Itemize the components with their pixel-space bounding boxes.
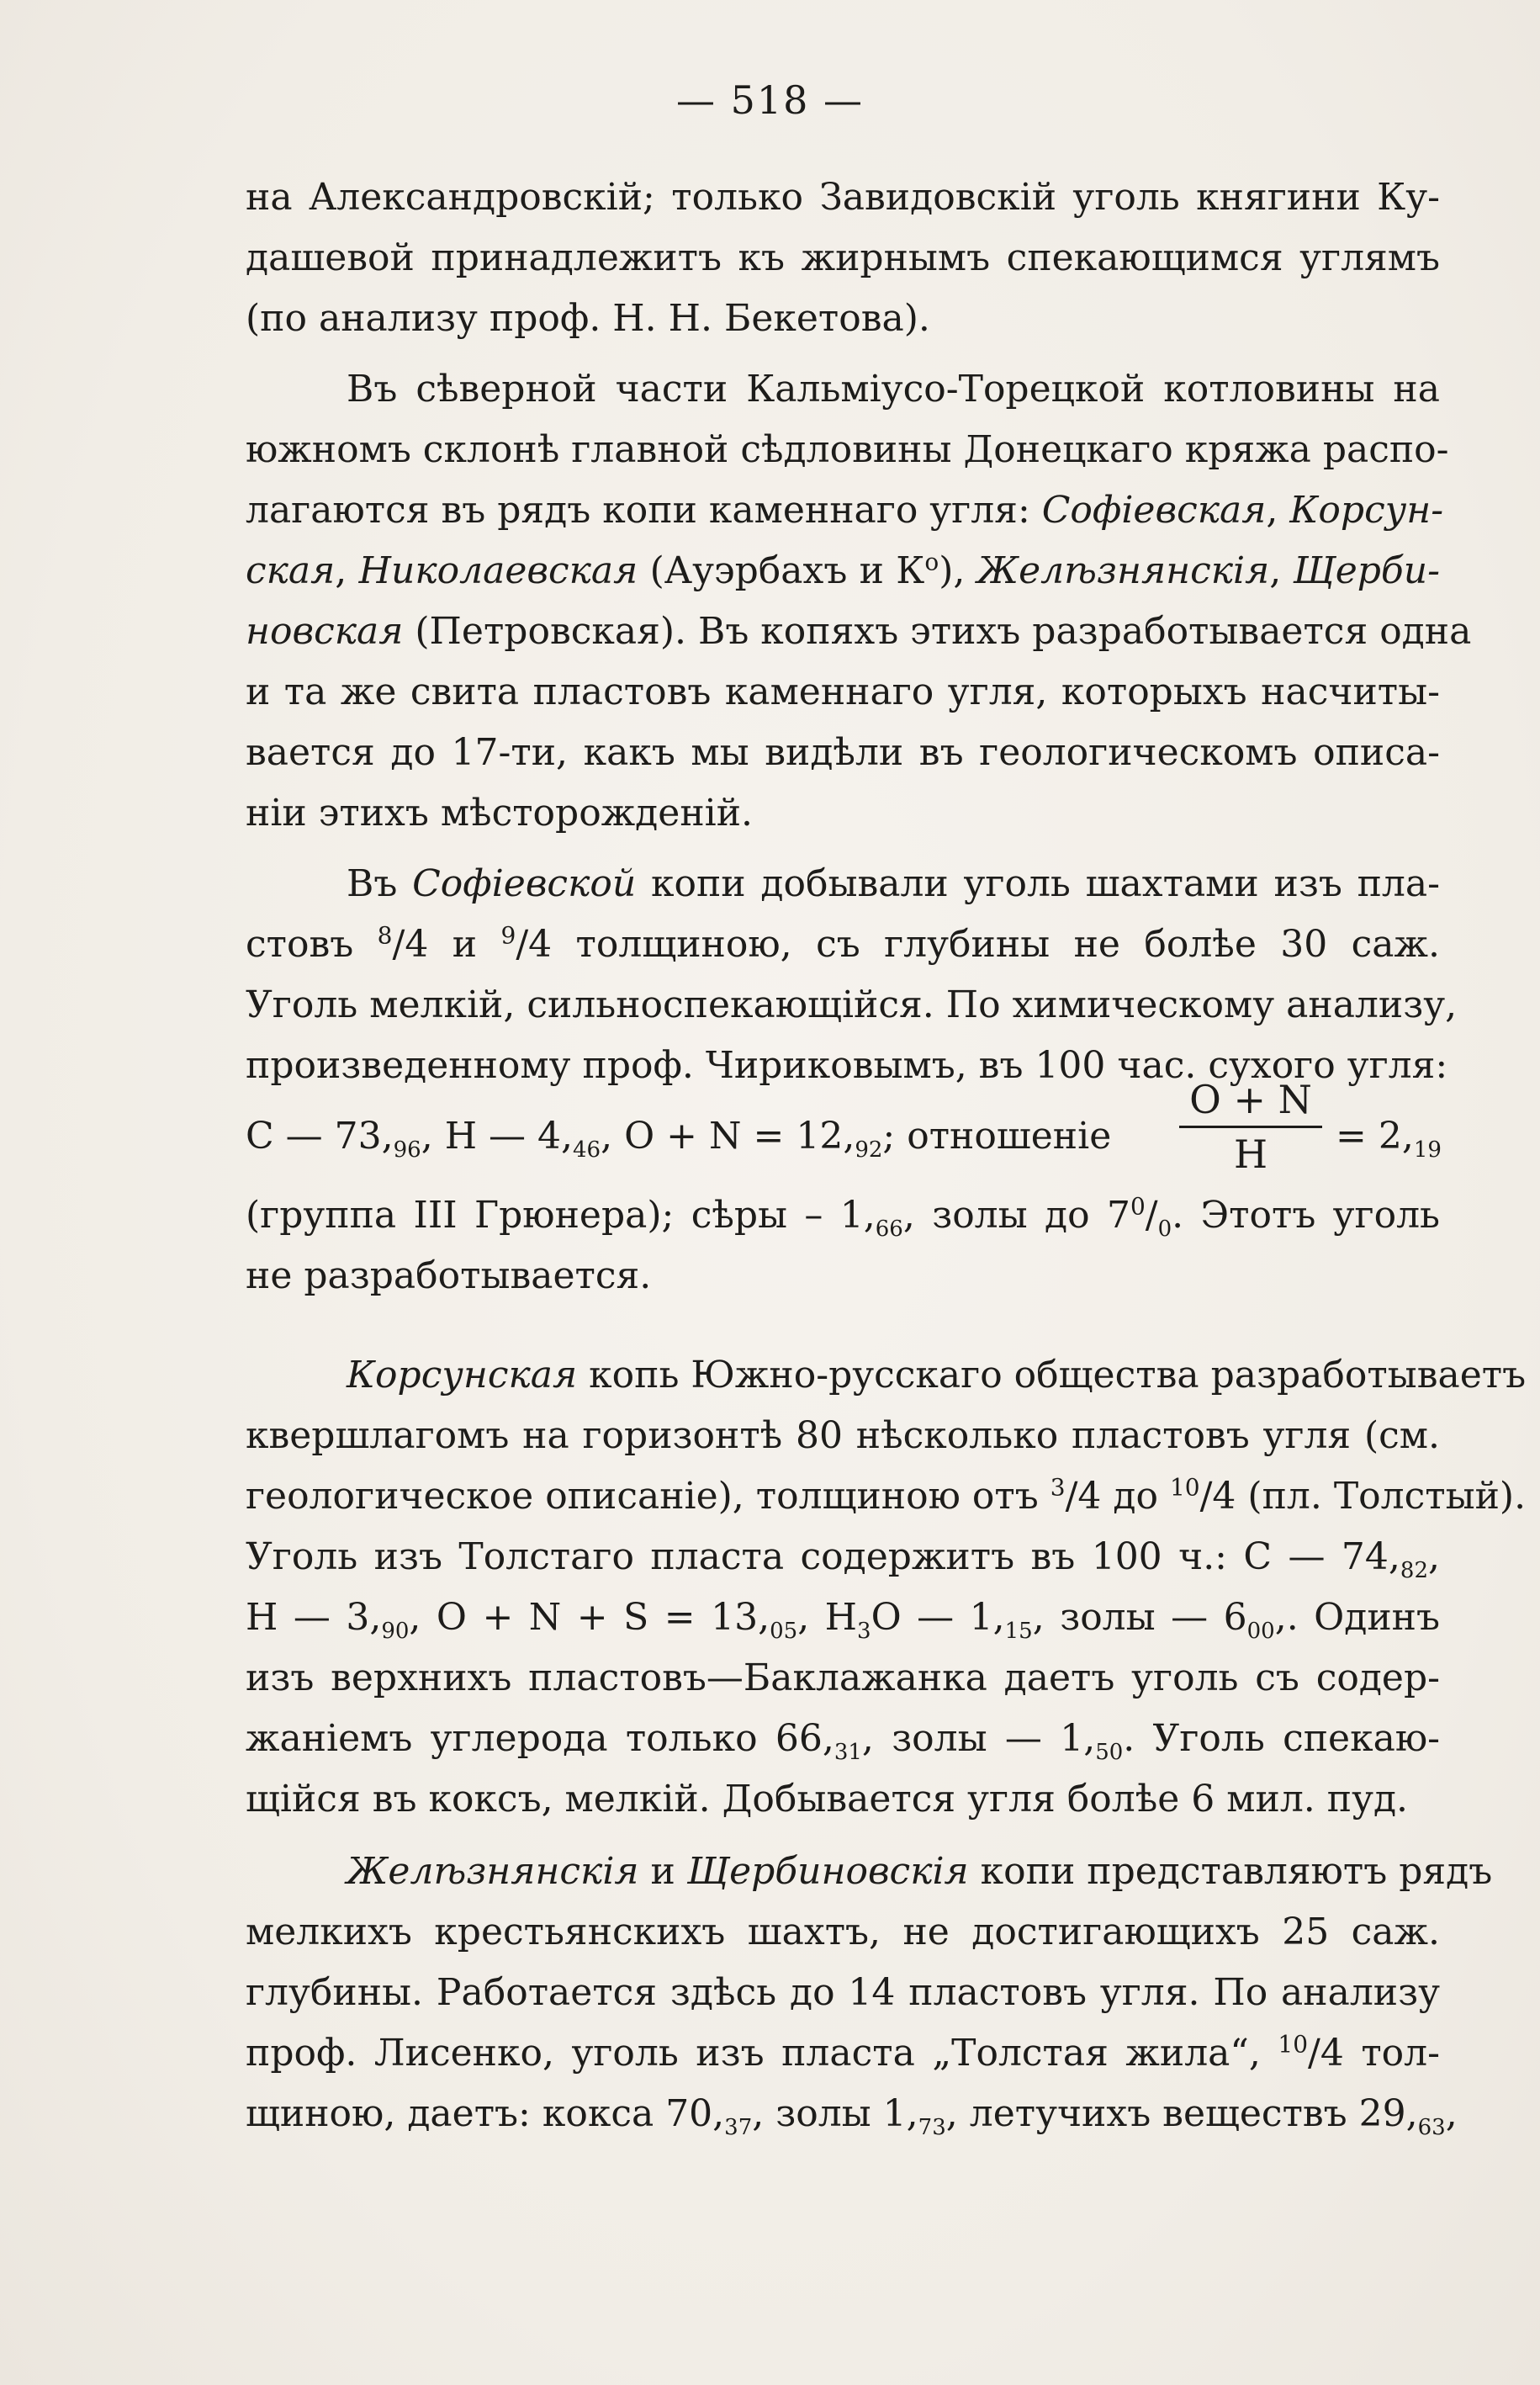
text-line: (по анализу проф. Н. Н. Бекетова). [246,297,930,340]
text-line: Уголь мелкій, сильноспекающійся. По химическому анализу, [246,983,1458,1026]
text-line: Корсунская копь Южно-русскаго общества разработываетъ [347,1354,1527,1397]
text-line: новская (Петровская). Въ копяхъ этихъ разработывается одна [246,610,1472,653]
text-line: щиною, даетъ: кокса $70,_{37}$, золы $1,_{73}$, летучихъ веществъ $29,_{63}$, [246,2092,1458,2140]
text-line: H — $3,_{90}$, $O + N + S = 13,_{05}$, $H_3O$ — $1,_{15}$, золы — $6_{00}$,. Одинъ [246,1596,1440,1644]
text-line: на Александровскій; только Завидовскій уголь княгини Ку- [246,176,1440,219]
ratio-value: = $2,_{19}$ [1336,1115,1442,1163]
text-line: мелкихъ крестьянскихъ шахтъ, не достигающихъ 25 саж. [246,1911,1440,1953]
text-line: ніи этихъ мѣсторожденій. [246,792,754,835]
text-line: произведенному проф. Чириковымъ, въ 100 час. сухого угля: [246,1044,1448,1087]
text-line: Уголь изъ Толстаго пласта содержитъ въ 100 ч.: C — $74,_{82}$, [246,1535,1440,1583]
text-line: стовъ $^8$/4 и $^9$/4 толщиною, съ глубины не болѣе 30 саж. [246,921,1440,966]
fraction-numerator: O + N [1189,1077,1312,1122]
text-line: глубины. Работается здѣсь до 14 пластовъ угля. По анализу [246,1971,1440,2014]
text-line: не разработывается. [246,1254,652,1297]
text-line: (группа III Грюнера); сѣры – $1,_{66}$, золы до $7^0/_0$. Этотъ уголь [246,1192,1440,1242]
fraction-bar [1179,1126,1322,1128]
text-line: квершлагомъ на горизонтѣ 80 нѣсколько пластовъ угля (см. [246,1414,1440,1457]
text-line: южномъ склонѣ главной сѣдловины Донецкаго кряжа распо- [246,428,1449,471]
text-line: Въ сѣверной части Кальміусо-Торецкой котловины на [347,368,1440,411]
text-line: и та же свита пластовъ каменнаго угля, которыхъ насчиты- [246,670,1440,713]
text-line: Въ Софіевской копи добывали уголь шахтами изъ пла- [347,862,1440,905]
page-number: — 518 — [675,77,865,123]
ratio-fraction [1179,1075,1322,1179]
text-line: изъ верхнихъ пластовъ—Баклажанка даетъ уголь съ содер- [246,1656,1440,1699]
text-line: проф. Лисенко, уголь изъ пласта „Толстая жила“, $^{10}$/4 тол- [246,2030,1440,2075]
formula-composition: C — $73,_{96}$, H — $4,_{46}$, $O + N = 12,_{92}$; отношеніе [246,1115,1112,1163]
text-line: щійся въ коксъ, мелкій. Добывается угля болѣе 6 мил. пуд. [246,1778,1409,1821]
text-line: геологическое описаніе), толщиною отъ $^3$/4 до $^{10}$/4 (пл. Толстый). [246,1473,1527,1518]
text-line: жаніемъ углерода только $66,_{31}$, золы — $1,_{50}$. Уголь спекаю- [246,1717,1440,1765]
text-line: ская, Николаевская (Ауэрбахъ и $К^о$), Желѣзнянскія, Щерби- [246,548,1440,592]
text-line: Желѣзнянскія и Щербиновскія копи представляютъ рядъ [347,1850,1493,1893]
text-line: вается до 17-ти, какъ мы видѣли въ геологическомъ описа- [246,731,1440,774]
formula-line [246,1075,1440,1185]
text-line: дашевой принадлежитъ къ жирнымъ спекающимся углямъ [246,236,1440,279]
text-line: лагаются въ рядъ копи каменнаго угля: Софіевская, Корсун- [246,489,1444,532]
fraction-denominator: H [1233,1132,1268,1177]
